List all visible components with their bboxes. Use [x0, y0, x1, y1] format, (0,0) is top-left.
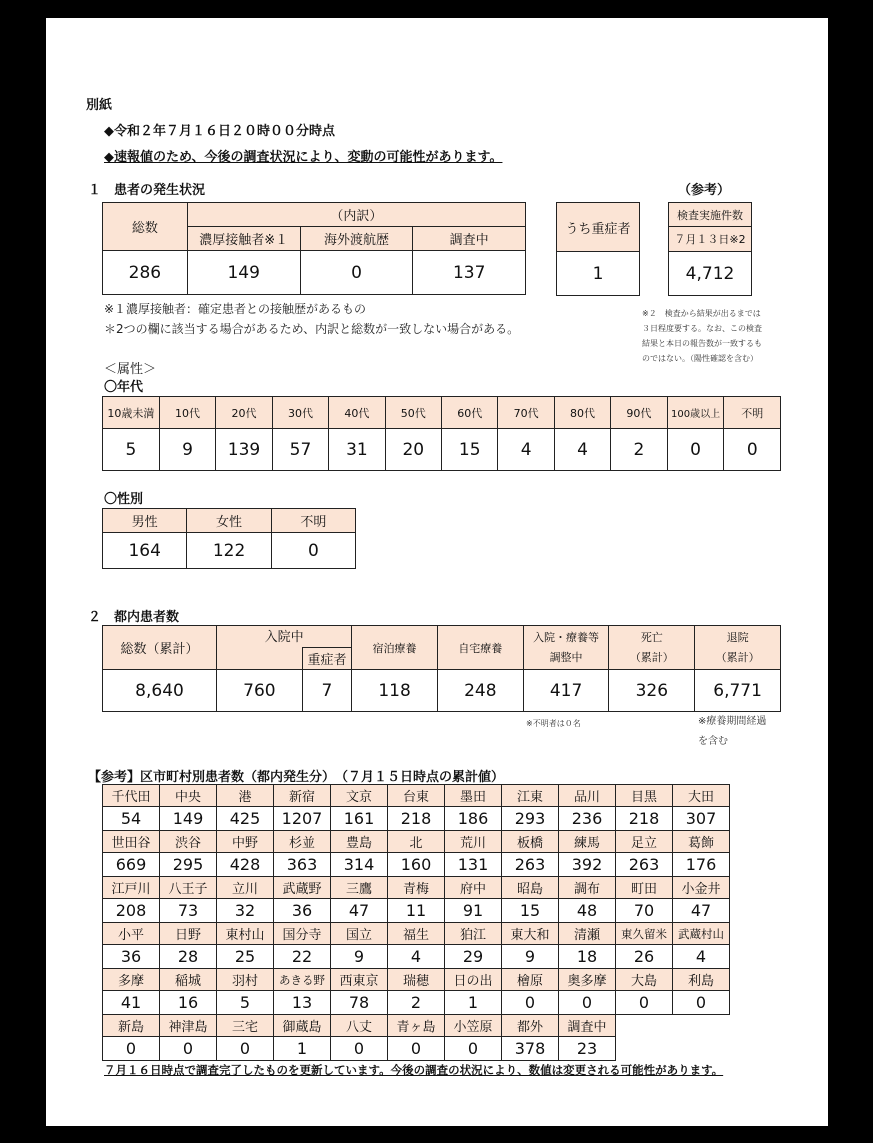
- section1-title: １ 患者の発生状況: [88, 183, 206, 198]
- ward-name: 杉並: [274, 831, 331, 853]
- ward-value: 0: [559, 991, 616, 1015]
- age-value: 139: [216, 429, 273, 471]
- attributes-title: ＜属性＞: [104, 362, 157, 377]
- age-value: 57: [272, 429, 328, 471]
- age-header: 80代: [554, 397, 610, 429]
- header-tests-1: 検査実施件数: [669, 203, 752, 227]
- age-header: 90代: [611, 397, 667, 429]
- age-value: 20: [385, 429, 441, 471]
- age-value: 0: [724, 429, 781, 471]
- ward-name: 台東: [388, 785, 445, 807]
- sex-value: 164: [103, 533, 187, 569]
- ward-value: 0: [388, 1037, 445, 1061]
- ward-name: 大田: [673, 785, 730, 807]
- ward-value: 378: [502, 1037, 559, 1061]
- ward-name: 練馬: [559, 831, 616, 853]
- ward-name: 羽村: [217, 969, 274, 991]
- value-hotel: 118: [352, 670, 438, 712]
- ward-name: 大島: [616, 969, 673, 991]
- ward-value: 218: [616, 807, 673, 831]
- header-overseas: 海外渡航歴: [300, 227, 413, 251]
- occurrence-table: [102, 202, 526, 295]
- ward-value: 23: [559, 1037, 616, 1061]
- ward-value: 218: [388, 807, 445, 831]
- age-header: 60代: [442, 397, 498, 429]
- header-tests-2: ７月１３日※2: [669, 227, 752, 252]
- ward-value: 2: [388, 991, 445, 1015]
- ward-name: 福生: [388, 923, 445, 945]
- ward-name: 府中: [445, 877, 502, 899]
- ward-name: 三鷹: [331, 877, 388, 899]
- ward-value: 48: [559, 899, 616, 923]
- ward-value: 176: [673, 853, 730, 877]
- ward-name: 東久留米: [616, 923, 673, 945]
- age-value: 5: [103, 429, 160, 471]
- ward-value: 236: [559, 807, 616, 831]
- age-header: 20代: [216, 397, 273, 429]
- ward-name: 世田谷: [103, 831, 160, 853]
- age-header: 100歳以上: [667, 397, 724, 429]
- attachment-label: 別紙: [86, 98, 113, 113]
- ward-name: 江戸川: [103, 877, 160, 899]
- ward-name: あきる野: [274, 969, 331, 991]
- ward-value: 428: [217, 853, 274, 877]
- ward-name: 国分寺: [274, 923, 331, 945]
- datetime-line: ◆令和２年７月１６日２０時００分時点: [104, 124, 335, 139]
- header-home: 自宅療養: [437, 626, 523, 670]
- ward-value: 263: [502, 853, 559, 877]
- ward-value: 1: [274, 1037, 331, 1061]
- age-title: 〇年代: [104, 380, 144, 395]
- ward-value: 36: [274, 899, 331, 923]
- value-discharged: 6,771: [695, 670, 781, 712]
- age-value: 15: [442, 429, 498, 471]
- section2-title: ２ 都内患者数: [88, 610, 180, 625]
- ward-name: 葛飾: [673, 831, 730, 853]
- ward-value: 11: [388, 899, 445, 923]
- ward-value: 36: [103, 945, 160, 969]
- note-period-2: を含む: [698, 736, 728, 747]
- header-hospitalized: 入院中: [217, 626, 352, 648]
- age-value: 2: [611, 429, 667, 471]
- value-severe: 1: [557, 252, 640, 296]
- age-header: 10歳未満: [103, 397, 160, 429]
- header-discharged: 退院 （累計）: [695, 626, 781, 670]
- header-investigating: 調査中: [413, 227, 526, 251]
- wards-footer: ７月１６日時点で調査完了したものを更新しています。今後の調査の状況により、数値は変更される可能性があります。: [104, 1063, 724, 1077]
- ward-name: 日野: [160, 923, 217, 945]
- ward-name: 稲城: [160, 969, 217, 991]
- note-period-1: ※療養期間経過: [698, 716, 767, 727]
- ward-name: 清瀬: [559, 923, 616, 945]
- ward-value: 9: [331, 945, 388, 969]
- sex-header: 不明: [271, 509, 355, 533]
- note-tests: ※２ 検査から結果が出るまでは ３日程度要する。なお、この検査 結果と本日の報告数が一致するも のではない。（陽性確認を含む）: [642, 309, 762, 363]
- sex-value: 122: [187, 533, 271, 569]
- ward-value: 78: [331, 991, 388, 1015]
- ward-value: 16: [160, 991, 217, 1015]
- ward-value: 186: [445, 807, 502, 831]
- ward-value: 161: [331, 807, 388, 831]
- ward-name: 御蔵島: [274, 1015, 331, 1037]
- sex-value: 0: [271, 533, 355, 569]
- header-hotel: 宿泊療養: [352, 626, 438, 670]
- document-page: [46, 18, 828, 1126]
- ward-value: 0: [673, 991, 730, 1015]
- ward-name: 調布: [559, 877, 616, 899]
- ward-value: 26: [616, 945, 673, 969]
- reference-label: （参考）: [678, 183, 731, 198]
- ward-name: 新島: [103, 1015, 160, 1037]
- ward-name: 日の出: [445, 969, 502, 991]
- ward-value: 263: [616, 853, 673, 877]
- ward-name: 三宅: [217, 1015, 274, 1037]
- ward-name: 瑞穂: [388, 969, 445, 991]
- ward-name: 北: [388, 831, 445, 853]
- ward-value: 208: [103, 899, 160, 923]
- ward-name: 八丈: [331, 1015, 388, 1037]
- ward-name: 墨田: [445, 785, 502, 807]
- ward-value: 18: [559, 945, 616, 969]
- ward-name: 多摩: [103, 969, 160, 991]
- ward-name: 青梅: [388, 877, 445, 899]
- sex-header: 女性: [187, 509, 271, 533]
- ward-value: 22: [274, 945, 331, 969]
- ward-value: 392: [559, 853, 616, 877]
- age-header: 30代: [272, 397, 328, 429]
- hospitalized-spacer: [217, 648, 303, 670]
- ward-value: 0: [331, 1037, 388, 1061]
- value-total-cumulative: 8,640: [103, 670, 217, 712]
- header-total-cumulative: 総数（累計）: [103, 626, 217, 670]
- ward-name: 千代田: [103, 785, 160, 807]
- ward-value: 29: [445, 945, 502, 969]
- note-mismatch: ＊2つの欄に該当する場合があるため、内訳と総数が一致しない場合がある。: [104, 322, 520, 336]
- value-total: 286: [103, 251, 188, 295]
- ward-name: 東大和: [502, 923, 559, 945]
- ward-value: 293: [502, 807, 559, 831]
- ward-value: 73: [160, 899, 217, 923]
- ward-value: 47: [331, 899, 388, 923]
- header-close-contact: 濃厚接触者※１: [187, 227, 300, 251]
- ward-name: 檜原: [502, 969, 559, 991]
- ward-name: 町田: [616, 877, 673, 899]
- value-adjusting: 417: [523, 670, 609, 712]
- ward-value: 0: [160, 1037, 217, 1061]
- ward-name: 中野: [217, 831, 274, 853]
- ward-name: 国立: [331, 923, 388, 945]
- sex-header: 男性: [103, 509, 187, 533]
- tests-table: [668, 202, 752, 296]
- ward-name: 新宿: [274, 785, 331, 807]
- ward-name: 荒川: [445, 831, 502, 853]
- ward-name: 板橋: [502, 831, 559, 853]
- ward-name: 小笠原: [445, 1015, 502, 1037]
- header-total: 総数: [103, 203, 188, 251]
- age-value: 9: [159, 429, 215, 471]
- age-value: 4: [554, 429, 610, 471]
- ward-name: 文京: [331, 785, 388, 807]
- ward-name: 中央: [160, 785, 217, 807]
- ward-value: 25: [217, 945, 274, 969]
- ward-name: 東村山: [217, 923, 274, 945]
- ward-name: 八王子: [160, 877, 217, 899]
- ward-name: 都外: [502, 1015, 559, 1037]
- age-value: 0: [667, 429, 724, 471]
- ward-name: 奥多摩: [559, 969, 616, 991]
- header-breakdown: （内訳）: [187, 203, 525, 227]
- value-tests: 4,712: [669, 252, 752, 296]
- ward-value: 1207: [274, 807, 331, 831]
- ward-value: 0: [445, 1037, 502, 1061]
- ward-name: 港: [217, 785, 274, 807]
- ward-value: 160: [388, 853, 445, 877]
- ward-value: 15: [502, 899, 559, 923]
- ward-value: 669: [103, 853, 160, 877]
- ward-value: 425: [217, 807, 274, 831]
- ward-table: [102, 784, 730, 1061]
- notice-line: ◆速報値のため、今後の調査状況により、変動の可能性があります。: [104, 150, 503, 165]
- age-header: 不明: [724, 397, 781, 429]
- ward-name: 調査中: [559, 1015, 616, 1037]
- ward-value: 0: [616, 991, 673, 1015]
- value-investigating: 137: [413, 251, 526, 295]
- ward-value: 0: [502, 991, 559, 1015]
- ward-value: 28: [160, 945, 217, 969]
- ward-value: 5: [217, 991, 274, 1015]
- age-header: 40代: [329, 397, 385, 429]
- value-overseas: 0: [300, 251, 413, 295]
- ward-name: 目黒: [616, 785, 673, 807]
- ward-value: 363: [274, 853, 331, 877]
- ward-value: 149: [160, 807, 217, 831]
- ward-value: 4: [673, 945, 730, 969]
- header-deaths: 死亡 （累計）: [609, 626, 695, 670]
- ward-value: 295: [160, 853, 217, 877]
- ward-value: 91: [445, 899, 502, 923]
- header-adjusting: 入院・療養等 調整中: [523, 626, 609, 670]
- ward-value: 9: [502, 945, 559, 969]
- ward-name: 豊島: [331, 831, 388, 853]
- header-severe-cases: 重症者: [302, 648, 351, 670]
- value-home: 248: [437, 670, 523, 712]
- value-severe-cases: 7: [302, 670, 351, 712]
- value-deaths: 326: [609, 670, 695, 712]
- ward-name: 小金井: [673, 877, 730, 899]
- ward-value: 32: [217, 899, 274, 923]
- wards-title: 【参考】区市町村別患者数（都内発生分） （７月１５日時点の累計値）: [88, 770, 505, 785]
- ward-value: 70: [616, 899, 673, 923]
- age-header: 10代: [159, 397, 215, 429]
- ward-value: 0: [103, 1037, 160, 1061]
- ward-name: 渋谷: [160, 831, 217, 853]
- ward-value: 47: [673, 899, 730, 923]
- ward-name: 狛江: [445, 923, 502, 945]
- sex-title: 〇性別: [104, 492, 144, 507]
- ward-name: 武蔵野: [274, 877, 331, 899]
- ward-value: 314: [331, 853, 388, 877]
- ward-name: 武蔵村山: [673, 923, 730, 945]
- ward-name: 神津島: [160, 1015, 217, 1037]
- ward-value: 1: [445, 991, 502, 1015]
- ward-name: 青ヶ島: [388, 1015, 445, 1037]
- ward-value: 0: [217, 1037, 274, 1061]
- ward-value: 131: [445, 853, 502, 877]
- ward-value: 13: [274, 991, 331, 1015]
- note-close-contact: ※１濃厚接触者：確定患者との接触歴があるもの: [104, 302, 367, 316]
- value-hospitalized: 760: [217, 670, 303, 712]
- age-value: 31: [329, 429, 385, 471]
- ward-value: 41: [103, 991, 160, 1015]
- ward-name: 昭島: [502, 877, 559, 899]
- age-header: 70代: [498, 397, 554, 429]
- age-header: 50代: [385, 397, 441, 429]
- ward-name: 足立: [616, 831, 673, 853]
- ward-name: 利島: [673, 969, 730, 991]
- sex-table: [102, 508, 356, 569]
- age-table: [102, 396, 781, 471]
- ward-name: 品川: [559, 785, 616, 807]
- ward-value: 54: [103, 807, 160, 831]
- ward-name: 立川: [217, 877, 274, 899]
- note-unknown: ※不明者は０名: [526, 719, 581, 728]
- metro-table: [102, 625, 781, 712]
- ward-value: 4: [388, 945, 445, 969]
- severe-table: [556, 202, 640, 296]
- ward-value: 307: [673, 807, 730, 831]
- ward-name: 小平: [103, 923, 160, 945]
- ward-name: 西東京: [331, 969, 388, 991]
- age-value: 4: [498, 429, 554, 471]
- value-close-contact: 149: [187, 251, 300, 295]
- header-severe: うち重症者: [557, 203, 640, 252]
- ward-name: 江東: [502, 785, 559, 807]
